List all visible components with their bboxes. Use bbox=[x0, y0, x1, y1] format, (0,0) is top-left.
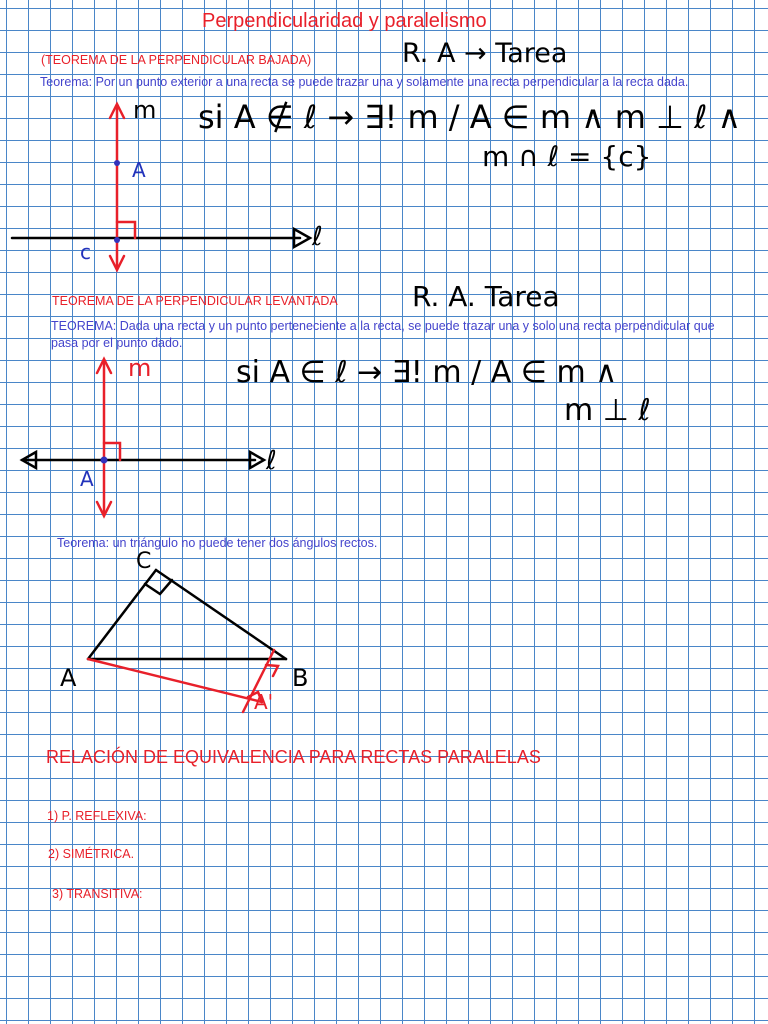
diagram-perpendicular-bajada bbox=[12, 104, 310, 270]
page-title: Perpendicularidad y paralelismo bbox=[202, 10, 487, 32]
label-A-2: A bbox=[80, 467, 94, 491]
label-A: A bbox=[132, 158, 146, 182]
section2-theorem: TEOREMA: Dada una recta y un punto perteneciente a la recta, se puede trazar una y solo una recta perpendicular que pasa por el punto dado. bbox=[51, 319, 715, 350]
section2-formula-line2: m ⊥ ℓ bbox=[564, 393, 651, 428]
side-CB bbox=[156, 570, 286, 659]
section1-heading-note: R. A → Tarea bbox=[402, 38, 568, 69]
label-m: m bbox=[133, 96, 157, 124]
label-c: c bbox=[80, 240, 91, 264]
label-A-3: A bbox=[60, 664, 77, 692]
label-C: C bbox=[136, 549, 152, 574]
segment-AA2 bbox=[88, 659, 262, 702]
label-l: ℓ bbox=[312, 222, 323, 252]
section1-formula-line1: si A ∉ ℓ → ∃! m / A ∈ m ∧ m ⊥ ℓ ∧ bbox=[198, 98, 741, 136]
right-angle-mark-2 bbox=[104, 443, 120, 460]
label-B: B bbox=[292, 664, 309, 692]
section4-item-reflexiva: 1) P. REFLEXIVA: bbox=[47, 809, 147, 823]
point-c bbox=[114, 237, 120, 243]
section4-item-simetrica: 2) SIMÉTRICA. bbox=[48, 847, 135, 861]
section4-item-transitiva: 3) TRANSITIVA: bbox=[52, 887, 143, 901]
section1-formula-line2: m ∩ ℓ = {c} bbox=[482, 140, 652, 173]
right-angle-mark-C bbox=[145, 580, 172, 594]
point-A bbox=[114, 160, 120, 166]
section4-heading: RELACIÓN DE EQUIVALENCIA PARA RECTAS PARALELAS bbox=[46, 747, 541, 767]
section2-formula-line1: si A ∈ ℓ → ∃! m / A ∈ m ∧ bbox=[236, 355, 618, 390]
label-l-2: ℓ bbox=[266, 446, 277, 476]
point-A-2 bbox=[101, 457, 108, 464]
label-A-prime: A' bbox=[254, 690, 274, 714]
section2-heading-note: R. A. Tarea bbox=[412, 280, 560, 313]
section2-heading: TEOREMA DE LA PERPENDICULAR LEVANTADA bbox=[52, 294, 338, 308]
section1-heading: (TEOREMA DE LA PERPENDICULAR BAJADA) bbox=[41, 53, 312, 67]
diagram-perpendicular-levantada bbox=[22, 359, 264, 516]
right-angle-mark-B bbox=[266, 665, 278, 676]
label-m-2: m bbox=[128, 354, 152, 382]
right-angle-mark bbox=[117, 222, 135, 238]
section3-theorem: Teorema: un triángulo no puede tener dos ángulos rectos. bbox=[57, 536, 378, 550]
section1-theorem: Teorema: Por un punto exterior a una recta se puede trazar una y solamente una recta perpendicular a la recta dada. bbox=[40, 75, 689, 89]
